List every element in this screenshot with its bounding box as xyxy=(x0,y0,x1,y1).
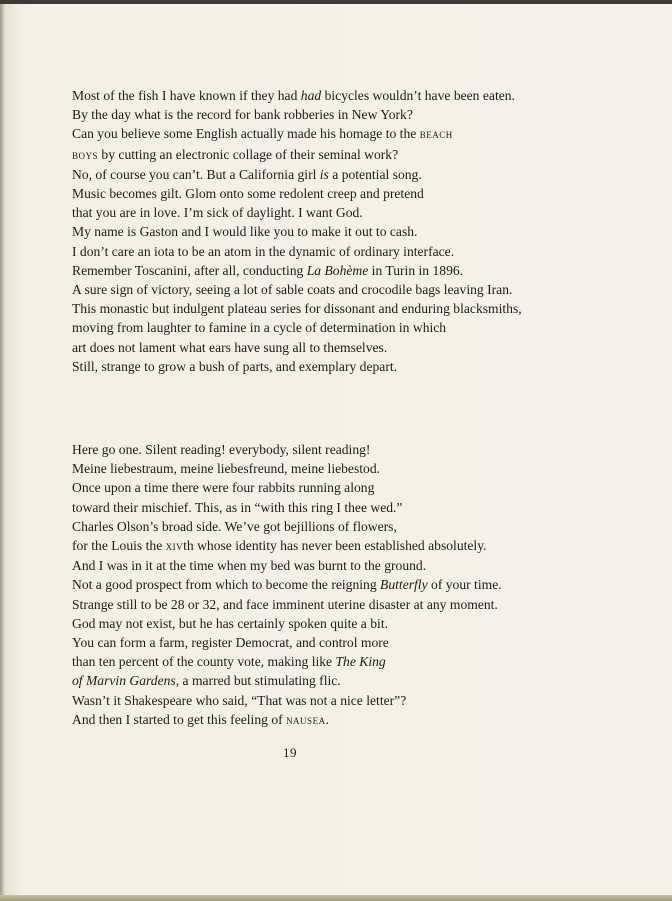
poem-line xyxy=(72,318,522,337)
line-text: Can you believe some English actually made his homage to the xyxy=(72,126,420,142)
italic-text: Butterfly xyxy=(380,577,428,593)
line-text: Most of the fish I have known if they had xyxy=(72,88,301,103)
line-text: And then I started to get this feeling of xyxy=(72,711,287,727)
italic-text: is xyxy=(319,166,329,182)
poem-line xyxy=(72,105,522,124)
poem-line xyxy=(72,203,522,222)
poem-line xyxy=(72,671,502,690)
poem-line xyxy=(72,124,522,144)
poem-line xyxy=(72,536,502,556)
poem-line xyxy=(72,299,522,318)
line-text: of your time. xyxy=(427,577,502,593)
page-bottom-edge xyxy=(0,895,672,901)
line-text: Remember Toscanini, after all, conducting xyxy=(72,262,307,278)
italic-text: La Bohème xyxy=(306,262,369,278)
line-text: Meine liebestraum, meine liebesfreund, meine liebestod. xyxy=(72,461,381,477)
poem-line xyxy=(72,652,502,671)
poem-line xyxy=(72,145,522,165)
poem-line xyxy=(72,440,502,459)
poem-line xyxy=(72,222,522,241)
line-text: Music becomes gilt. Glom onto some redolent creep and pretend xyxy=(72,186,424,202)
line-text: Charles Olson’s broad side. We’ve got bejillions of flowers, xyxy=(72,518,397,534)
poem-line xyxy=(72,498,502,517)
italic-text: of Marvin Gardens, xyxy=(72,673,180,689)
poem-line xyxy=(72,691,502,710)
poem-line xyxy=(72,184,522,203)
poem-line xyxy=(72,556,502,575)
book-spine-shadow xyxy=(0,4,4,895)
poem-line xyxy=(72,242,522,261)
poem-line xyxy=(72,261,522,280)
line-text: for the Louis the xyxy=(72,538,166,554)
italic-text: had xyxy=(300,88,322,103)
small-caps-text: beach xyxy=(419,127,453,142)
poem-line xyxy=(72,633,502,652)
line-text: by cutting an electronic collage of their seminal work? xyxy=(98,146,399,162)
line-text: Strange still to be 28 or 32, and face imminent uterine disaster at any moment. xyxy=(72,596,498,612)
small-caps-text: boys xyxy=(72,147,99,162)
line-text: a marred but stimulating flic. xyxy=(179,673,341,689)
line-text: in Turin in 1896. xyxy=(368,262,464,278)
line-text: Here go one. Silent reading! everybody, silent reading! xyxy=(72,442,371,457)
poem-line xyxy=(72,478,502,497)
small-caps-text: nausea xyxy=(286,712,326,727)
line-text: God may not exist, but he has certainly spoken quite a bit. xyxy=(72,615,388,631)
line-text: I don’t care an iota to be an atom in the dynamic of ordinary interface. xyxy=(72,243,455,259)
line-text: My name is Gaston and I would like you to make it out to cash. xyxy=(72,224,418,240)
line-text: th whose identity has never been established absolutely. xyxy=(183,538,487,554)
line-text: . xyxy=(325,711,329,727)
italic-text: The King xyxy=(335,654,386,670)
poem-line xyxy=(72,517,502,536)
poem-line xyxy=(72,165,522,184)
poem-line xyxy=(72,86,522,105)
line-text: A sure sign of victory, seeing a lot of sable coats and crocodile bags leaving Iran. xyxy=(72,282,513,298)
page-top-edge xyxy=(0,0,672,4)
small-caps-text: xiv xyxy=(165,539,184,554)
line-text: Wasn’t it Shakespeare who said, “That was not a nice letter”? xyxy=(72,692,407,708)
line-text: than ten percent of the county vote, making like xyxy=(72,654,336,670)
page-number: 19 xyxy=(282,745,298,760)
poem-line xyxy=(72,614,502,633)
poem-line xyxy=(72,338,522,357)
poem-stanza-1 xyxy=(72,86,522,376)
line-text: Once upon a time there were four rabbits running along xyxy=(72,480,375,496)
poem-stanza-2 xyxy=(72,440,502,730)
poem-line xyxy=(72,357,522,376)
line-text: This monastic but indulgent plateau series for dissonant and enduring blacksmiths, xyxy=(72,301,522,317)
line-text: a potential song. xyxy=(328,166,422,182)
line-text: toward their mischief. This, as in “with this ring I thee wed.” xyxy=(72,499,403,515)
line-text: No, of course you can’t. But a California girl xyxy=(72,166,320,182)
line-text: moving from laughter to famine in a cycle of determination in which xyxy=(72,320,447,336)
line-text: By the day what is the record for bank robberies in New York? xyxy=(72,107,413,123)
line-text: Not a good prospect from which to become the reigning xyxy=(72,577,381,593)
line-text: You can form a farm, register Democrat, and control more xyxy=(72,635,389,651)
line-text: And I was in it at the time when my bed was burnt to the ground. xyxy=(72,558,427,574)
poem-line xyxy=(72,595,502,614)
line-text: bicycles wouldn’t have been eaten. xyxy=(321,88,515,103)
poem-line xyxy=(72,280,522,299)
poem-line xyxy=(72,575,502,594)
poem-line xyxy=(72,459,502,478)
line-text: that you are in love. I’m sick of daylight. I want God. xyxy=(72,205,363,221)
line-text: Still, strange to grow a bush of parts, and exemplary depart. xyxy=(72,358,398,374)
poem-line xyxy=(72,710,502,730)
line-text: art does not lament what ears have sung all to themselves. xyxy=(72,339,388,355)
